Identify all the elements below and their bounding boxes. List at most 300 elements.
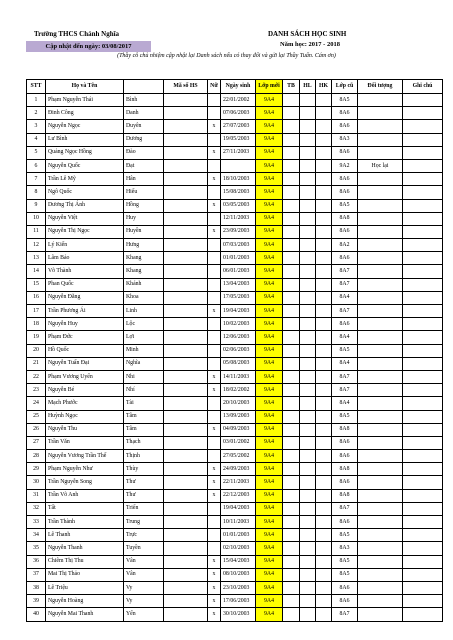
school-year: Năm học: 2017 - 2018 (280, 41, 340, 48)
col-lop-moi-cell: 9A4 (256, 450, 283, 463)
col-hk-cell (316, 186, 332, 199)
col-ma-so-hs-cell (164, 608, 208, 621)
col-ho-cell: Trần Nguyễn Song (46, 476, 124, 489)
col-doi-tuong-cell (358, 225, 403, 238)
col-hk-cell (316, 94, 332, 107)
table-row (27, 608, 443, 621)
col-hl-cell (300, 305, 316, 318)
col-nu-cell (208, 542, 221, 555)
col-ho-cell: Mai Thị Thảo (46, 568, 124, 581)
col-ngay-sinh-cell: 18/02/2002 (221, 384, 256, 397)
col-hl-cell (300, 199, 316, 212)
col-doi-tuong-cell (358, 489, 403, 502)
col-stt-cell: 28 (27, 450, 46, 463)
col-hl-cell (300, 252, 316, 265)
col-ten-cell: Vy (124, 595, 164, 608)
table-row (27, 463, 443, 476)
col-ngay-sinh-cell: 15/08/2003 (221, 186, 256, 199)
col-hl-header: HL (300, 80, 316, 94)
col-ghi-chu-cell (403, 225, 443, 238)
col-ho-cell: Võ Thành (46, 265, 124, 278)
col-ghi-chu-cell (403, 133, 443, 146)
col-lop-moi-cell: 9A4 (256, 502, 283, 515)
col-lop-moi-cell: 9A4 (256, 423, 283, 436)
col-hk-cell (316, 397, 332, 410)
col-stt-cell: 29 (27, 463, 46, 476)
col-nu-cell (208, 502, 221, 515)
col-ngay-sinh-cell: 10/02/2003 (221, 318, 256, 331)
col-ho-cell: Huỳnh Ngọc (46, 410, 124, 423)
col-ten-cell: Nhi (124, 370, 164, 383)
col-nu-cell (208, 436, 221, 449)
col-ngay-sinh-cell (221, 159, 256, 172)
col-hl-cell (300, 463, 316, 476)
col-doi-tuong-header: Đối tượng (358, 80, 403, 94)
col-ho-cell: Ngô Quốc (46, 186, 124, 199)
col-hk-cell (316, 423, 332, 436)
col-lop-moi-cell: 9A4 (256, 410, 283, 423)
col-doi-tuong-cell (358, 516, 403, 529)
col-lop-moi-cell: 9A4 (256, 357, 283, 370)
col-ten-cell: Thạch (124, 436, 164, 449)
col-ghi-chu-cell (403, 265, 443, 278)
col-ten-cell: Vân (124, 568, 164, 581)
col-ma-so-hs-cell (164, 133, 208, 146)
col-ma-so-hs-cell (164, 581, 208, 594)
col-hl-cell (300, 476, 316, 489)
col-doi-tuong-cell (358, 502, 403, 515)
col-ngay-sinh-cell: 22/11/2003 (221, 476, 256, 489)
col-ho-cell: Đinh Công (46, 107, 124, 120)
col-nu-cell (208, 159, 221, 172)
col-hk-cell (316, 581, 332, 594)
col-doi-tuong-cell (358, 212, 403, 225)
col-ho-cell: Quảng Ngọc Hồng (46, 146, 124, 159)
col-tb-cell (283, 318, 300, 331)
col-tb-cell (283, 186, 300, 199)
col-hk-cell (316, 463, 332, 476)
col-ma-so-hs-cell (164, 357, 208, 370)
col-hl-cell (300, 318, 316, 331)
col-ten-cell: Huyền (124, 225, 164, 238)
col-tb-cell (283, 397, 300, 410)
col-doi-tuong-cell (358, 436, 403, 449)
col-ghi-chu-cell (403, 595, 443, 608)
col-ho-cell: Trần Phương Ái (46, 305, 124, 318)
col-tb-cell (283, 476, 300, 489)
col-nu-cell (208, 318, 221, 331)
col-ten-cell: Khang (124, 265, 164, 278)
col-lop-moi-cell: 9A4 (256, 476, 283, 489)
col-ma-so-hs-cell (164, 225, 208, 238)
col-lop-cu-cell: 8A6 (332, 252, 358, 265)
col-hl-cell (300, 581, 316, 594)
col-hl-cell (300, 489, 316, 502)
col-ho-cell: Nguyễn Bé (46, 384, 124, 397)
col-nu-cell: x (208, 555, 221, 568)
col-ma-so-hs-cell (164, 291, 208, 304)
col-hl-cell (300, 239, 316, 252)
col-tb-cell (283, 291, 300, 304)
col-ho-cell: Dương Thị Ánh (46, 199, 124, 212)
table-row (27, 318, 443, 331)
col-tb-cell (283, 502, 300, 515)
col-ten-cell: Hân (124, 173, 164, 186)
col-lop-cu-cell: 8A7 (332, 370, 358, 383)
col-ma-so-hs-cell (164, 502, 208, 515)
table-row (27, 555, 443, 568)
col-nu-cell (208, 212, 221, 225)
col-ma-so-hs-cell (164, 568, 208, 581)
col-ghi-chu-cell (403, 568, 443, 581)
col-ma-so-hs-cell (164, 173, 208, 186)
col-ghi-chu-cell (403, 384, 443, 397)
col-ho-cell: Nguyễn Ngọc (46, 120, 124, 133)
col-hk-cell (316, 608, 332, 621)
col-lop-moi-cell: 9A4 (256, 94, 283, 107)
col-lop-moi-cell: 9A4 (256, 225, 283, 238)
col-nu-cell: x (208, 120, 221, 133)
col-stt-cell: 33 (27, 516, 46, 529)
col-ten-cell: Tâm (124, 410, 164, 423)
col-ten-cell: Tâm (124, 423, 164, 436)
col-ma-so-hs-header: Mã số HS (164, 80, 208, 94)
col-doi-tuong-cell (358, 568, 403, 581)
col-hk-cell (316, 384, 332, 397)
col-ma-so-hs-cell (164, 107, 208, 120)
school-name: Trường THCS Chánh Nghĩa (34, 30, 120, 38)
col-lop-cu-cell: 8A7 (332, 305, 358, 318)
table-row (27, 450, 443, 463)
col-nu-cell: x (208, 476, 221, 489)
col-tb-cell (283, 212, 300, 225)
col-ho-cell: Trần Văn (46, 436, 124, 449)
col-hl-cell (300, 502, 316, 515)
table-row (27, 107, 443, 120)
col-ho-cell: Nguyễn Thanh (46, 542, 124, 555)
col-hl-cell (300, 595, 316, 608)
col-hk-cell (316, 146, 332, 159)
col-hk-cell (316, 502, 332, 515)
col-lop-moi-cell: 9A4 (256, 529, 283, 542)
col-lop-moi-cell: 9A4 (256, 252, 283, 265)
col-lop-moi-cell: 9A4 (256, 542, 283, 555)
col-ho-cell: Nguyễn Thu (46, 423, 124, 436)
col-ngay-sinh-cell: 14/11/2003 (221, 370, 256, 383)
col-doi-tuong-cell (358, 450, 403, 463)
col-lop-cu-header: Lớp cũ (332, 80, 358, 94)
col-stt-cell: 8 (27, 186, 46, 199)
col-ma-so-hs-cell (164, 278, 208, 291)
col-hk-cell (316, 305, 332, 318)
col-tb-cell (283, 516, 300, 529)
col-ghi-chu-cell (403, 318, 443, 331)
col-ho-cell: Mạch Phước (46, 397, 124, 410)
col-ngay-sinh-cell: 13/09/2003 (221, 410, 256, 423)
table-row (27, 305, 443, 318)
col-ten-cell: Duyên (124, 120, 164, 133)
col-ngay-sinh-cell: 01/01/2003 (221, 529, 256, 542)
col-lop-cu-cell: 8A5 (332, 344, 358, 357)
col-doi-tuong-cell (358, 199, 403, 212)
col-ghi-chu-cell (403, 516, 443, 529)
col-doi-tuong-cell (358, 252, 403, 265)
col-ten-cell: Trực (124, 529, 164, 542)
col-ten-cell: Thư (124, 476, 164, 489)
table-row (27, 146, 443, 159)
col-ten-cell: Triển (124, 502, 164, 515)
table-row (27, 94, 443, 107)
col-nu-cell (208, 516, 221, 529)
col-ho-cell: Nguyễn Hoàng (46, 595, 124, 608)
col-stt-cell: 35 (27, 542, 46, 555)
col-nu-cell (208, 397, 221, 410)
col-hl-cell (300, 542, 316, 555)
col-ngay-sinh-cell: 02/06/2003 (221, 344, 256, 357)
col-ten-cell: Hiếu (124, 186, 164, 199)
col-tb-cell (283, 410, 300, 423)
col-tb-cell (283, 107, 300, 120)
col-tb-cell (283, 555, 300, 568)
col-nu-cell (208, 239, 221, 252)
col-ma-so-hs-cell (164, 252, 208, 265)
col-lop-moi-cell: 9A4 (256, 107, 283, 120)
col-ten-cell: Hồng (124, 199, 164, 212)
col-ten-cell: Khoa (124, 291, 164, 304)
col-ghi-chu-cell (403, 542, 443, 555)
col-ghi-chu-cell (403, 146, 443, 159)
table-row (27, 357, 443, 370)
col-lop-moi-cell: 9A4 (256, 278, 283, 291)
col-hk-cell (316, 555, 332, 568)
col-ghi-chu-cell (403, 581, 443, 594)
col-lop-moi-cell: 9A4 (256, 199, 283, 212)
col-lop-moi-cell: 9A4 (256, 436, 283, 449)
col-tb-cell (283, 384, 300, 397)
col-lop-cu-cell: 8A6 (332, 146, 358, 159)
col-hk-cell (316, 107, 332, 120)
col-ngay-sinh-cell: 23/09/2003 (221, 225, 256, 238)
col-ghi-chu-cell (403, 423, 443, 436)
table-row (27, 516, 443, 529)
col-lop-cu-cell: 9A2 (332, 159, 358, 172)
col-ghi-chu-cell (403, 608, 443, 621)
col-ghi-chu-cell (403, 239, 443, 252)
col-ghi-chu-cell (403, 107, 443, 120)
col-hl-cell (300, 146, 316, 159)
col-stt-cell: 20 (27, 344, 46, 357)
col-doi-tuong-cell (358, 423, 403, 436)
col-ho-cell: Phạm Đức (46, 331, 124, 344)
col-lop-cu-cell: 8A8 (332, 489, 358, 502)
col-hk-cell (316, 199, 332, 212)
table-row (27, 410, 443, 423)
col-stt-cell: 19 (27, 331, 46, 344)
col-doi-tuong-cell (358, 608, 403, 621)
col-lop-cu-cell: 8A4 (332, 291, 358, 304)
col-lop-cu-cell: 8A6 (332, 120, 358, 133)
col-ngay-sinh-cell: 15/04/2003 (221, 555, 256, 568)
col-doi-tuong-cell (358, 370, 403, 383)
col-lop-moi-cell: 9A4 (256, 608, 283, 621)
col-ma-so-hs-cell (164, 463, 208, 476)
col-lop-cu-cell: 8A7 (332, 608, 358, 621)
col-doi-tuong-cell (358, 318, 403, 331)
col-ma-so-hs-cell (164, 542, 208, 555)
col-ghi-chu-cell (403, 305, 443, 318)
col-lop-moi-cell: 9A4 (256, 555, 283, 568)
col-tb-cell (283, 529, 300, 542)
col-hl-cell (300, 94, 316, 107)
col-stt-cell: 27 (27, 436, 46, 449)
col-lop-moi-cell: 9A4 (256, 516, 283, 529)
col-nu-cell: x (208, 489, 221, 502)
col-hk-cell (316, 133, 332, 146)
col-tb-cell (283, 173, 300, 186)
col-ho-cell: Phạm Nguyễn Thái (46, 94, 124, 107)
col-ma-so-hs-cell (164, 318, 208, 331)
col-hk-cell (316, 265, 332, 278)
col-ma-so-hs-cell (164, 410, 208, 423)
col-ma-so-hs-cell (164, 555, 208, 568)
col-lop-cu-cell: 8A7 (332, 278, 358, 291)
col-lop-cu-cell: 8A8 (332, 423, 358, 436)
col-tb-cell (283, 120, 300, 133)
col-lop-moi-cell: 9A4 (256, 212, 283, 225)
col-nu-cell (208, 265, 221, 278)
col-doi-tuong-cell (358, 186, 403, 199)
col-ma-so-hs-cell (164, 265, 208, 278)
col-lop-cu-cell: 8A5 (332, 529, 358, 542)
col-stt-cell: 26 (27, 423, 46, 436)
col-lop-cu-cell: 8A7 (332, 502, 358, 515)
col-stt-cell: 40 (27, 608, 46, 621)
col-hl-cell (300, 331, 316, 344)
col-hk-cell (316, 516, 332, 529)
col-nu-header: Nữ (208, 80, 221, 94)
col-hl-cell (300, 384, 316, 397)
col-hk-cell (316, 159, 332, 172)
table-row (27, 252, 443, 265)
col-hl-cell (300, 278, 316, 291)
col-ghi-chu-cell (403, 450, 443, 463)
col-ho-cell: Trần Võ Anh (46, 489, 124, 502)
col-nu-cell (208, 133, 221, 146)
col-ngay-sinh-cell: 20/10/2003 (221, 397, 256, 410)
col-ho-cell: Lâm Bảo (46, 252, 124, 265)
col-hl-cell (300, 212, 316, 225)
col-doi-tuong-cell (358, 529, 403, 542)
col-nu-cell: x (208, 199, 221, 212)
col-ma-so-hs-cell (164, 344, 208, 357)
col-lop-moi-cell: 9A4 (256, 305, 283, 318)
col-lop-cu-cell: 8A5 (332, 568, 358, 581)
table-row (27, 397, 443, 410)
col-ghi-chu-cell (403, 357, 443, 370)
col-nu-cell: x (208, 370, 221, 383)
col-ma-so-hs-cell (164, 159, 208, 172)
col-ghi-chu-cell (403, 489, 443, 502)
col-lop-moi-cell: 9A4 (256, 159, 283, 172)
col-ten-cell: Thư (124, 489, 164, 502)
col-ngay-sinh-cell: 30/10/2003 (221, 608, 256, 621)
col-doi-tuong-cell (358, 265, 403, 278)
col-ngay-sinh-cell: 06/01/2003 (221, 265, 256, 278)
col-ten-cell: Trung (124, 516, 164, 529)
col-ten-cell: Hưng (124, 239, 164, 252)
col-hk-cell (316, 291, 332, 304)
col-ho-cell: Nguyễn Việt (46, 212, 124, 225)
col-ghi-chu-cell (403, 120, 443, 133)
col-ten-cell: Lộc (124, 318, 164, 331)
col-ten-cell: Đạt (124, 159, 164, 172)
col-tb-cell (283, 278, 300, 291)
col-ngay-sinh-cell: 22/01/2002 (221, 94, 256, 107)
col-ghi-chu-cell (403, 212, 443, 225)
col-ngay-sinh-cell: 13/04/2003 (221, 278, 256, 291)
col-nu-cell: x (208, 305, 221, 318)
col-ma-so-hs-cell (164, 186, 208, 199)
col-ghi-chu-cell (403, 159, 443, 172)
col-stt-cell: 16 (27, 291, 46, 304)
col-ten-cell: Nhí (124, 384, 164, 397)
col-hl-cell (300, 529, 316, 542)
col-lop-cu-cell: 8A6 (332, 318, 358, 331)
col-ten-cell: Khánh (124, 278, 164, 291)
col-stt-cell: 1 (27, 94, 46, 107)
col-ghi-chu-cell (403, 186, 443, 199)
col-ma-so-hs-cell (164, 529, 208, 542)
col-doi-tuong-cell (358, 463, 403, 476)
col-lop-cu-cell: 8A5 (332, 94, 358, 107)
col-ghi-chu-cell (403, 397, 443, 410)
col-ten-cell: Vân (124, 555, 164, 568)
col-tb-cell (283, 331, 300, 344)
col-ngay-sinh-cell: 07/06/2003 (221, 107, 256, 120)
col-hk-cell (316, 410, 332, 423)
col-tb-cell (283, 423, 300, 436)
col-ten-cell: Danh (124, 107, 164, 120)
col-ngay-sinh-cell: 27/05/2002 (221, 450, 256, 463)
col-lop-moi-cell: 9A4 (256, 595, 283, 608)
instruction-note: (Thầy cô chủ nhiệm cập nhật lại Danh sách nếu có thay đổi và gửi lại Thầy Tuấn. Cám ơn) (117, 53, 336, 59)
col-stt-cell: 13 (27, 252, 46, 265)
col-ghi-chu-cell (403, 278, 443, 291)
col-hl-cell (300, 344, 316, 357)
col-stt-cell: 21 (27, 357, 46, 370)
col-ma-so-hs-cell (164, 489, 208, 502)
col-lop-cu-cell: 8A6 (332, 186, 358, 199)
col-nu-cell (208, 186, 221, 199)
col-ngay-sinh-cell: 12/11/2003 (221, 212, 256, 225)
col-ghi-chu-cell (403, 344, 443, 357)
col-doi-tuong-cell (358, 476, 403, 489)
table-row (27, 476, 443, 489)
col-stt-cell: 23 (27, 384, 46, 397)
col-nu-cell: x (208, 568, 221, 581)
col-nu-cell (208, 331, 221, 344)
col-hl-cell (300, 186, 316, 199)
col-tb-cell (283, 568, 300, 581)
col-ghi-chu-cell (403, 463, 443, 476)
col-ngay-sinh-cell: 22/12/2003 (221, 489, 256, 502)
col-nu-cell (208, 450, 221, 463)
col-doi-tuong-cell (358, 542, 403, 555)
col-ten-cell: Thịnh (124, 450, 164, 463)
col-lop-moi-cell: 9A4 (256, 239, 283, 252)
col-doi-tuong-cell (358, 291, 403, 304)
table-row (27, 265, 443, 278)
